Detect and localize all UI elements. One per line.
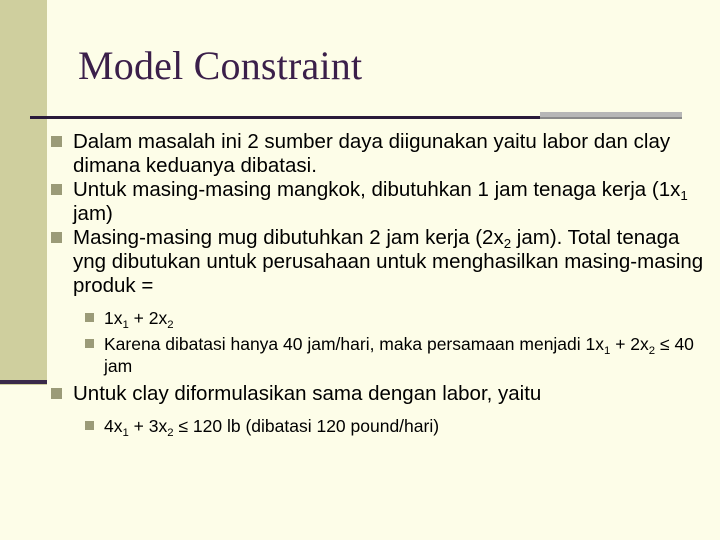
left-decorative-bar [0,0,47,385]
subscript: 1 [122,319,129,331]
subscript: 1 [604,345,611,357]
subscript: 1 [680,188,688,203]
bullet-text: Masing-masing mug dibutuhkan 2 jam kerja (2x [73,226,504,249]
bullet-text: Untuk masing-masing mangkok, dibutuhkan 1 jam tenaga kerja (1x [73,178,681,201]
bullet-text: jam) [73,202,113,225]
square-bullet-icon [85,421,94,430]
subscript: 2 [167,319,174,331]
bullet-clay [48,382,708,406]
sub-text: + 3x [128,416,168,436]
square-bullet-icon [51,388,62,399]
title-divider [30,116,540,119]
bullet-labor-clay [48,130,708,178]
sub-text: ≤ 120 lb (dibatasi 120 pound/hari) [173,416,440,436]
bullet-text: Dalam masalah ini 2 sumber daya diigunakan yaitu labor dan clay dimana keduanya dibatasi. [73,130,671,177]
square-bullet-icon [51,184,62,195]
subscript: 2 [167,427,174,439]
bullet-mug [48,226,708,298]
slide-title: Model Constraint [78,43,363,88]
sub-text: + 2x [610,334,649,354]
left-bar-edge [0,380,47,384]
sub-text: ≤ 40 jam [104,334,694,376]
sub-bullet-expression [48,307,708,329]
sub-text: 1x [104,308,123,328]
bullet-text: jam). Total tenaga yng dibutukan untuk perusahaan untuk menghasilkan masing-masing produk = [73,226,704,297]
sub-text: 4x [104,416,123,436]
square-bullet-icon [51,232,62,243]
sub-text: Karena dibatasi hanya 40 jam/hari, maka persamaan menjadi 1x [104,334,605,354]
subscript: 1 [122,427,129,439]
title-divider-accent-shadow [540,117,682,119]
sub-bullet-clay-constraint [48,415,708,437]
sub-bullet-labor-constraint [48,333,708,377]
square-bullet-icon [85,313,94,322]
bullet-mangkok [48,178,708,226]
subscript: 2 [648,345,656,357]
sub-text: + 2x [128,308,168,328]
slide-body [48,130,708,437]
square-bullet-icon [51,136,62,147]
square-bullet-icon [85,339,94,348]
bullet-text: Untuk clay diformulasikan sama dengan labor, yaitu [73,382,542,405]
subscript: 2 [503,236,512,251]
